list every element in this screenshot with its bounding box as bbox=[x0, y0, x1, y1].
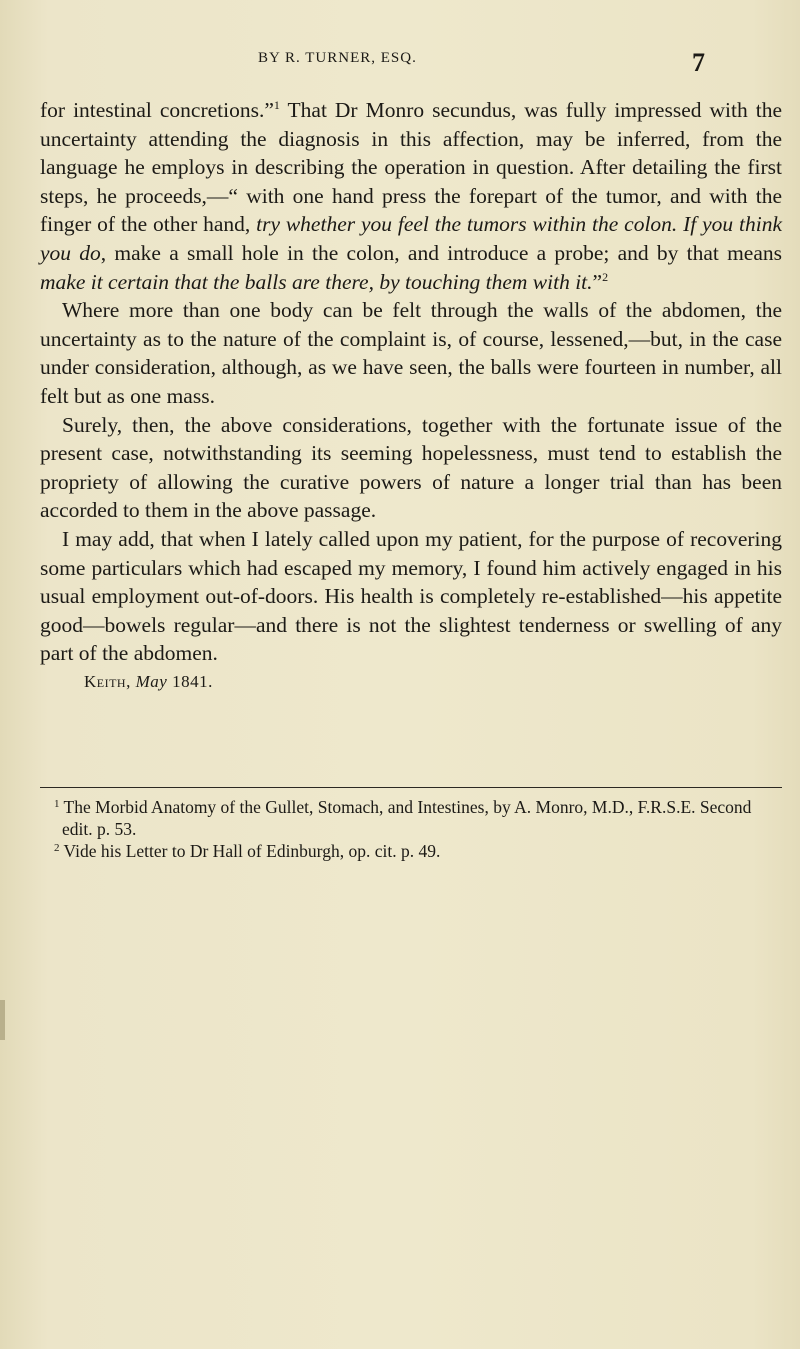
signature-year: 1841. bbox=[167, 671, 213, 691]
footnote-1-text: The Morbid Anatomy of the Gullet, Stomach, and Intestines, by A. Monro, M.D., F.R.S.E. Second edit. p. 53. bbox=[59, 797, 752, 839]
signature-month: May bbox=[135, 671, 168, 691]
footnote-ref-1: 1 bbox=[273, 98, 280, 112]
paragraph-1-text-c: , make a small hole in the colon, and introduce a probe; and by that means bbox=[100, 240, 782, 265]
running-title: BY R. TURNER, ESQ. bbox=[258, 50, 417, 66]
footnote-1 bbox=[40, 796, 782, 840]
footnote-divider bbox=[40, 787, 782, 788]
paragraph-1-text-d: ” bbox=[592, 269, 603, 294]
footnote-1-mark: 1 bbox=[54, 798, 60, 810]
footnote-2 bbox=[40, 840, 782, 862]
paragraph-1-italic-2: make it certain that the balls are there, by touching them with it. bbox=[40, 269, 593, 294]
footnote-ref-2: 2 bbox=[602, 269, 609, 284]
signature-place: Keith, bbox=[84, 671, 131, 691]
paragraph-1-text-b: That Dr Monro secundus, was fully impressed with the uncertainty attending the diagnosis in this affection, may be inferred, from the language he employs in describing the operation in question. After detailing the first steps, he proceeds,—“ with one hand press the forepart of the tumor, and with the finger of the other hand, bbox=[40, 98, 782, 237]
footnote-2-mark: 2 bbox=[54, 842, 60, 854]
paragraph-2: Where more than one body can be felt through the walls of the abdomen, the uncertainty as to the nature of the complaint is, of course, lessened,—but, in the case under consideration, although, as we have seen, the balls were fourteen in number, all felt but as one mass. bbox=[40, 298, 782, 408]
paragraph-4: I may add, that when I lately called upon my patient, for the purpose of recovering some particulars which had escaped my memory, I found him actively engaged in his usual employment out-of-doors. His health is completely re-established—his appetite good—bowels regular—and there is not the slightest tenderness or swelling of any part of the abdomen. bbox=[40, 526, 782, 666]
paragraph-1-text-a: for intestinal concretions.” bbox=[40, 98, 274, 122]
footnote-2-text: Vide his Letter to Dr Hall of Edinburgh, op. cit. p. 49. bbox=[59, 841, 441, 861]
paragraph-3: Surely, then, the above considerations, together with the fortunate issue of the present case, notwithstanding its seeming hopelessness, must tend to establish the propriety of allowing the curative powers of nature a longer trial than has been accorded to them in the above passage. bbox=[40, 412, 782, 523]
page-number: 7 bbox=[692, 48, 705, 77]
page-edge-mark bbox=[0, 1000, 5, 1040]
running-header bbox=[0, 48, 800, 88]
paragraph-1-italic-1: try whether you feel the tumors within the colon. If you think you do bbox=[40, 212, 783, 265]
place-date-signature bbox=[40, 668, 782, 696]
main-text bbox=[40, 96, 782, 696]
footnotes bbox=[40, 796, 782, 862]
paragraph-1 bbox=[40, 96, 782, 296]
